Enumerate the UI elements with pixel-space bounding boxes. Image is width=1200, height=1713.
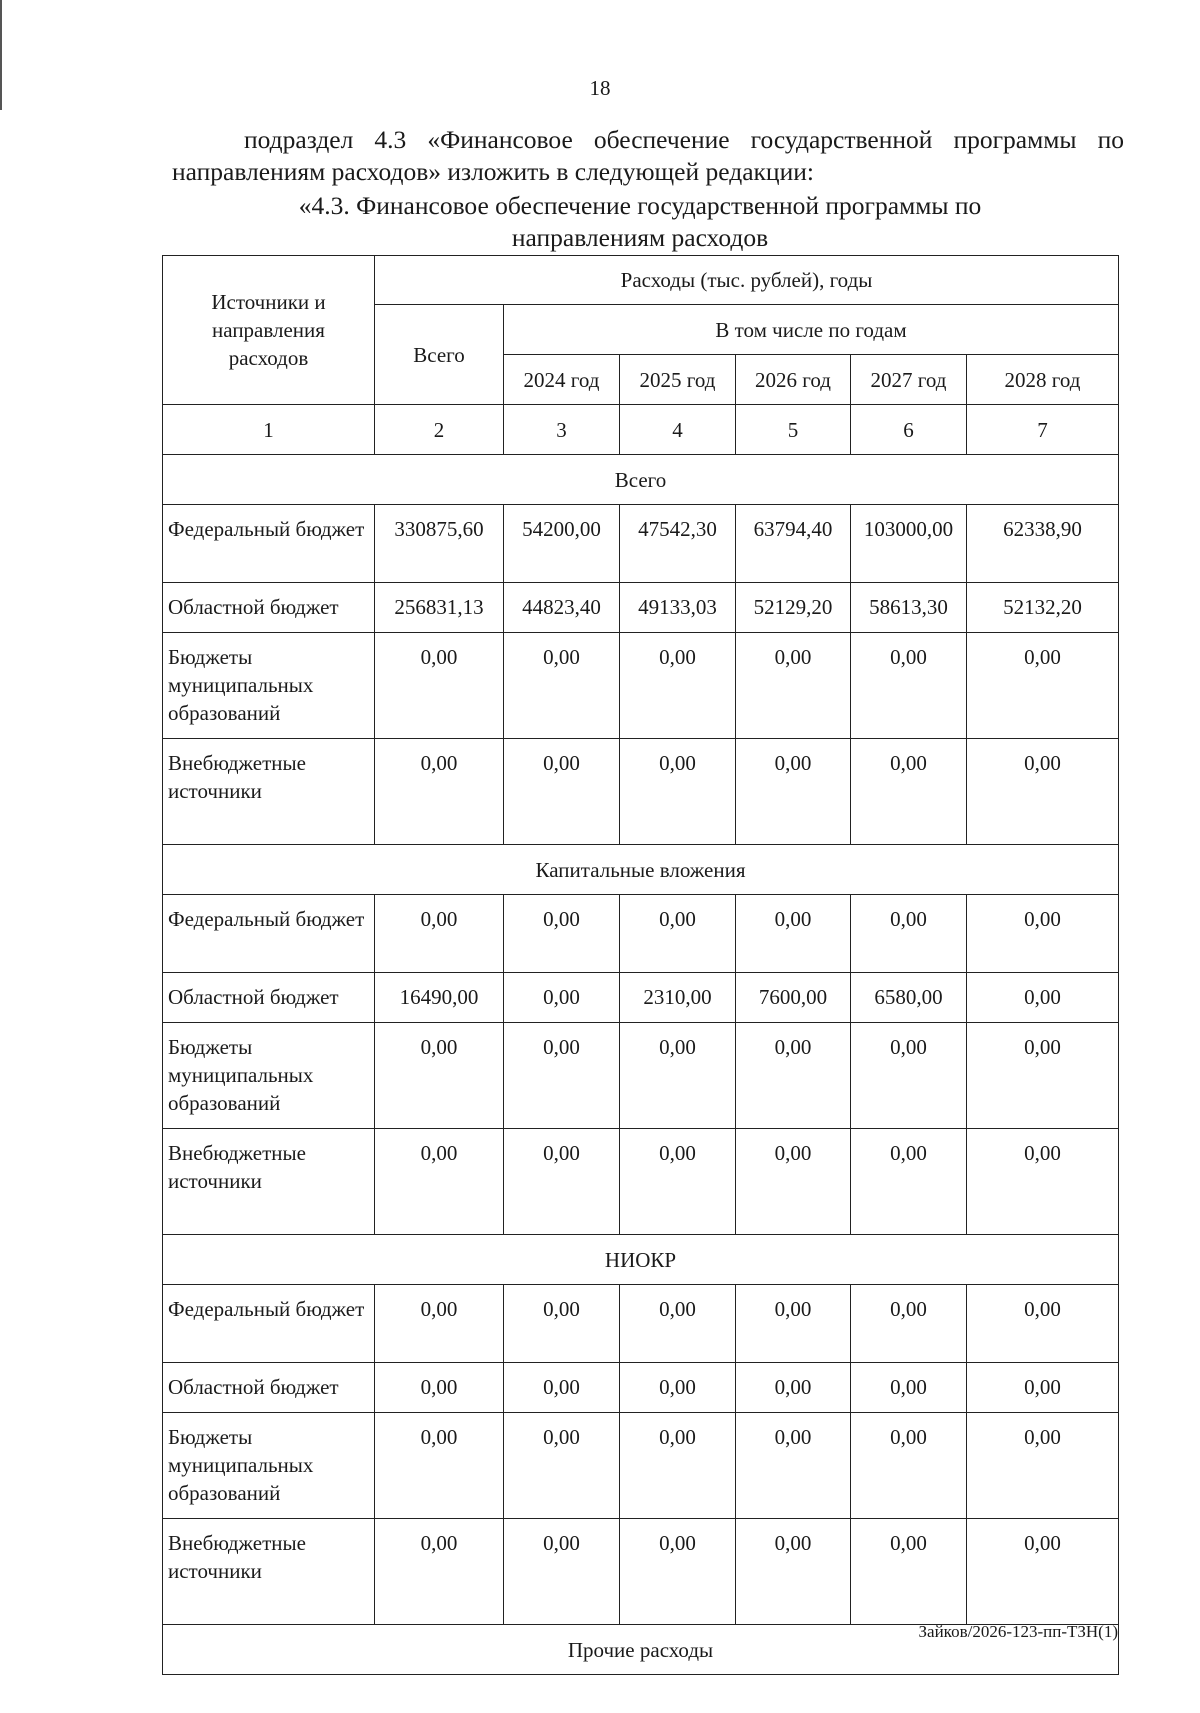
- section-heading: Прочие расходы: [163, 1625, 1119, 1675]
- section-heading: НИОКР: [163, 1235, 1119, 1285]
- value-cell: 0,00: [967, 633, 1119, 739]
- header-year: 2028 год: [967, 355, 1119, 405]
- value-cell: 0,00: [504, 1023, 620, 1129]
- row-source-label: Областной бюджет: [163, 1363, 375, 1413]
- value-cell: 0,00: [620, 895, 736, 973]
- header-year: 2027 год: [851, 355, 967, 405]
- value-cell: 0,00: [967, 1363, 1119, 1413]
- value-cell: 0,00: [620, 1023, 736, 1129]
- value-cell: 0,00: [967, 1129, 1119, 1235]
- value-cell: 2310,00: [620, 973, 736, 1023]
- value-cell: 0,00: [851, 1519, 967, 1625]
- value-cell: 0,00: [375, 633, 504, 739]
- value-cell: 0,00: [851, 739, 967, 845]
- value-cell: 0,00: [375, 895, 504, 973]
- value-cell: 0,00: [375, 1519, 504, 1625]
- value-cell: 62338,90: [967, 505, 1119, 583]
- header-expenses: Расходы (тыс. рублей), годы: [375, 256, 1119, 305]
- table-row: [163, 1129, 1119, 1235]
- value-cell: 63794,40: [736, 505, 851, 583]
- value-cell: 0,00: [504, 1285, 620, 1363]
- section-title: [200, 190, 1080, 254]
- value-cell: 0,00: [967, 895, 1119, 973]
- value-cell: 256831,13: [375, 583, 504, 633]
- value-cell: 6580,00: [851, 973, 967, 1023]
- header-total: Всего: [375, 305, 504, 405]
- table-row: [163, 633, 1119, 739]
- value-cell: 0,00: [504, 1129, 620, 1235]
- column-number: 4: [620, 405, 736, 455]
- value-cell: 49133,03: [620, 583, 736, 633]
- value-cell: 0,00: [620, 1363, 736, 1413]
- value-cell: 0,00: [375, 739, 504, 845]
- value-cell: 44823,40: [504, 583, 620, 633]
- value-cell: 0,00: [504, 739, 620, 845]
- section-title-line2: направлениям расходов: [511, 223, 769, 252]
- table-row: [163, 739, 1119, 845]
- value-cell: 0,00: [851, 895, 967, 973]
- value-cell: 0,00: [620, 1285, 736, 1363]
- table-row: [163, 1363, 1119, 1413]
- value-cell: 0,00: [504, 1363, 620, 1413]
- value-cell: 0,00: [736, 1285, 851, 1363]
- row-source-label: Федеральный бюджет: [163, 1285, 375, 1363]
- value-cell: 0,00: [620, 1413, 736, 1519]
- value-cell: 0,00: [620, 1129, 736, 1235]
- table-row: [163, 1413, 1119, 1519]
- row-source-label: Внебюджетные источники: [163, 1519, 375, 1625]
- header-year: 2026 год: [736, 355, 851, 405]
- value-cell: 0,00: [504, 973, 620, 1023]
- column-number: 2: [375, 405, 504, 455]
- value-cell: 0,00: [375, 1413, 504, 1519]
- table-row: [163, 505, 1119, 583]
- table-row: [163, 1023, 1119, 1129]
- column-number: 1: [163, 405, 375, 455]
- intro-text: подраздел 4.3 «Финансовое обеспечение государственной программы по направлениям расходов» изложить в следующей редакции:: [172, 125, 1124, 186]
- value-cell: 0,00: [851, 1023, 967, 1129]
- row-source-label: Бюджеты муниципальных образований: [163, 633, 375, 739]
- row-source-label: Бюджеты муниципальных образований: [163, 1023, 375, 1129]
- value-cell: 0,00: [375, 1023, 504, 1129]
- row-source-label: Бюджеты муниципальных образований: [163, 1413, 375, 1519]
- value-cell: 0,00: [736, 1129, 851, 1235]
- value-cell: 0,00: [375, 1363, 504, 1413]
- value-cell: 0,00: [967, 1023, 1119, 1129]
- value-cell: 0,00: [967, 1285, 1119, 1363]
- footer-document-code: Зайков/2026-123-пп-ТЗН(1): [918, 1622, 1118, 1641]
- header-sources: Источники и направления расходов: [163, 256, 375, 405]
- value-cell: 0,00: [736, 1023, 851, 1129]
- row-source-label: Федеральный бюджет: [163, 895, 375, 973]
- header-year: 2024 год: [504, 355, 620, 405]
- section-heading: Капитальные вложения: [163, 845, 1119, 895]
- value-cell: 0,00: [967, 1413, 1119, 1519]
- value-cell: 47542,30: [620, 505, 736, 583]
- value-cell: 0,00: [504, 895, 620, 973]
- row-source-label: Областной бюджет: [163, 583, 375, 633]
- table-row: [163, 973, 1119, 1023]
- section-heading: Всего: [163, 455, 1119, 505]
- header-by-years: В том числе по годам: [504, 305, 1119, 355]
- value-cell: 52129,20: [736, 583, 851, 633]
- section-title-line1: «4.3. Финансовое обеспечение государственной программы по: [298, 191, 982, 220]
- value-cell: 330875,60: [375, 505, 504, 583]
- page-number: 18: [589, 76, 611, 100]
- row-source-label: Внебюджетные источники: [163, 739, 375, 845]
- value-cell: 0,00: [620, 739, 736, 845]
- value-cell: 0,00: [851, 1413, 967, 1519]
- value-cell: 103000,00: [851, 505, 967, 583]
- value-cell: 0,00: [967, 1519, 1119, 1625]
- value-cell: 0,00: [375, 1129, 504, 1235]
- value-cell: 0,00: [504, 633, 620, 739]
- value-cell: 0,00: [851, 1129, 967, 1235]
- table-row: [163, 1285, 1119, 1363]
- column-number: 6: [851, 405, 967, 455]
- column-number: 3: [504, 405, 620, 455]
- value-cell: 0,00: [504, 1519, 620, 1625]
- header-year: 2025 год: [620, 355, 736, 405]
- value-cell: 0,00: [967, 739, 1119, 845]
- column-number: 7: [967, 405, 1119, 455]
- row-source-label: Областной бюджет: [163, 973, 375, 1023]
- value-cell: 0,00: [620, 633, 736, 739]
- column-number: 5: [736, 405, 851, 455]
- value-cell: 0,00: [736, 1413, 851, 1519]
- value-cell: 58613,30: [851, 583, 967, 633]
- value-cell: 0,00: [620, 1519, 736, 1625]
- value-cell: 0,00: [851, 1363, 967, 1413]
- intro-paragraph: [172, 124, 1124, 188]
- table-row: [163, 1519, 1119, 1625]
- value-cell: 0,00: [736, 895, 851, 973]
- value-cell: 0,00: [736, 633, 851, 739]
- financing-table: [162, 255, 1119, 1675]
- value-cell: 7600,00: [736, 973, 851, 1023]
- value-cell: 0,00: [851, 1285, 967, 1363]
- value-cell: 54200,00: [504, 505, 620, 583]
- row-source-label: Федеральный бюджет: [163, 505, 375, 583]
- value-cell: 0,00: [736, 1363, 851, 1413]
- value-cell: 0,00: [736, 739, 851, 845]
- table-row: [163, 895, 1119, 973]
- value-cell: 0,00: [851, 633, 967, 739]
- value-cell: 0,00: [736, 1519, 851, 1625]
- value-cell: 0,00: [967, 973, 1119, 1023]
- value-cell: 0,00: [375, 1285, 504, 1363]
- value-cell: 0,00: [504, 1413, 620, 1519]
- value-cell: 52132,20: [967, 583, 1119, 633]
- row-source-label: Внебюджетные источники: [163, 1129, 375, 1235]
- value-cell: 16490,00: [375, 973, 504, 1023]
- table-row: [163, 583, 1119, 633]
